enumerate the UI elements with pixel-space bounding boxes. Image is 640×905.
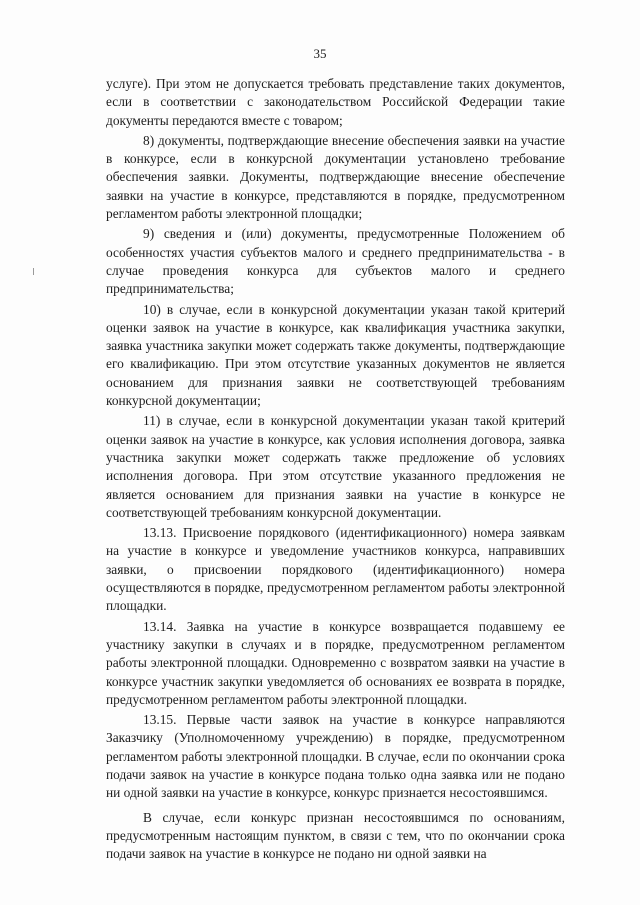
paragraph-item-10: 10) в случае, если в конкурсной документации указан такой критерий оценки заявок на участие в конкурсе, как квалификация участника закупки, заявка участника закупки может содержать также документы, подтверждающие его квалификацию. При этом отсутствие указанных документов не является основанием для признания заявки не соответствующей требованиям конкурсной документации; [106,301,565,409]
page-number: 35 [313,46,327,61]
paragraph-13-14: 13.14. Заявка на участие в конкурсе возвращается подавшему ее участнику закупки в случаях и в порядке, предусмотренном регламентом работы электронной площадки. Одновременно с возвратом заявки на участие в конкурсе участник закупки уведомляется об основаниях ее возврата в порядке, предусмотренном регламентом работы электронной площадки. [106,618,565,707]
scan-artifact [33,268,34,275]
paragraph-13-13: 13.13. Присвоение порядкового (идентификационного) номера заявкам на участие в конкурсе и уведомление участников конкурса, направивших заявки, о присвоении порядкового (идентификационного) номера осуществляются в порядке, предусмотренном регламентом работы электронной площадки. [106,525,565,614]
paragraph-item-9: 9) сведения и (или) документы, предусмотренные Положением об особенностях участия субъектов малого и среднего предпринимательства - в случае проведения конкурса для субъектов малого и среднего предпринимательства; [106,226,565,297]
paragraph-13-15: 13.15. Первые части заявок на участие в конкурсе направляются Заказчику (Уполномоченному учреждению) в порядке, предусмотренном регламентом работы электронной площадки. В случае, если по окончании срока подачи заявок на участие в конкурсе подана только одна заявка или не подано ни одной заявки на участие в конкурсе, конкурс признается несостоявшимся. [106,712,565,801]
document-body [106,75,565,863]
paragraph-item-8: 8) документы, подтверждающие внесение обеспечения заявки на участие в конкурсе, если в конкурсной документации установлено требование обеспечения заявки. Документы, подтверждающие внесение обеспечение заявки на участие в конкурсе, представляются в порядке, предусмотренном регламентом работы электронной площадки; [106,132,565,222]
paragraph-item-11: 11) в случае, если в конкурсной документации указан такой критерий оценки заявок на участие в конкурсе, как условия исполнения договора, заявка участника закупки может содержать также предложение об условиях исполнения договора. При этом отсутствие указанного предложения не является основанием для признания заявки на участие в конкурсе не соответствующей требованиям конкурсной документации. [106,413,565,520]
paragraph-final: В случае, если конкурс признан несостоявшимся по основаниям, предусмотренным настоящим пунктом, в связи с тем, что по окончании срока подачи заявок на участие в конкурсе не подано ни одной заявки на [106,809,565,862]
paragraph-continuation: услуге). При этом не допускается требовать представление таких документов, если в соответствии с законодательством Российской Федерации такие документы передаются вместе с товаром; [106,76,565,128]
